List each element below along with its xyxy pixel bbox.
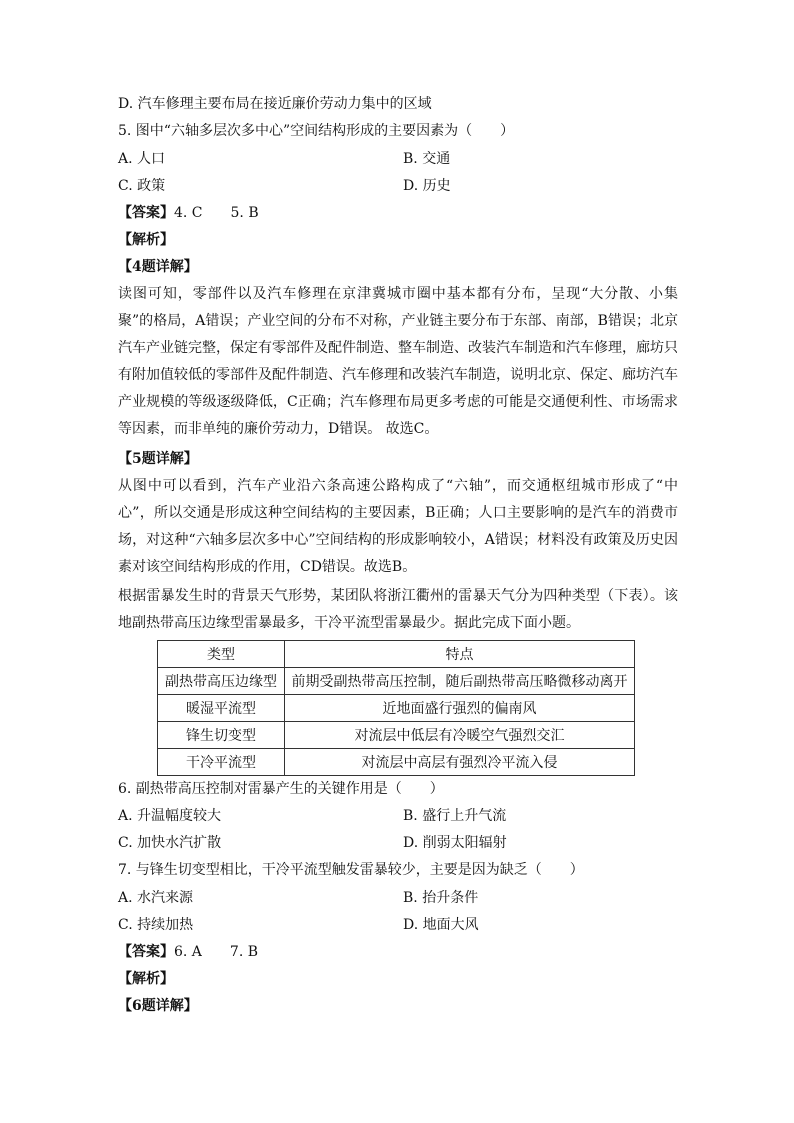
q6-option-a: A. 升温幅度较大 xyxy=(118,808,222,824)
table-header-type: 类型 xyxy=(158,641,285,668)
table-row xyxy=(158,722,635,749)
table-cell: 锋生切变型 xyxy=(158,722,285,749)
table-cell: 对流层中高层有强烈冷平流入侵 xyxy=(285,749,635,776)
answer-tag: 【答案】 xyxy=(118,205,174,221)
q4-detail-label: 【4题详解】 xyxy=(118,259,198,275)
q7-option-a: A. 水汽来源 xyxy=(118,890,194,906)
q5-option-c: C. 政策 xyxy=(118,178,166,194)
q7-stem: 7. 与锋生切变型相比，干冷平流型触发雷暴较少，主要是因为缺乏（ ） xyxy=(118,862,584,878)
table-row xyxy=(158,668,635,695)
q5-option-b: B. 交通 xyxy=(403,151,451,167)
table-cell: 暖湿平流型 xyxy=(158,695,285,722)
table-cell: 干冷平流型 xyxy=(158,749,285,776)
table-header-row xyxy=(158,641,635,668)
q5-option-a: A. 人口 xyxy=(118,151,166,167)
analysis-label: 【解析】 xyxy=(118,232,174,248)
q7-option-d: D. 地面大风 xyxy=(403,917,479,933)
q6-detail-label: 【6题详解】 xyxy=(118,998,198,1014)
q5-detail-label: 【5题详解】 xyxy=(118,451,198,467)
analysis-label: 【解析】 xyxy=(118,971,174,987)
answer-tag: 【答案】 xyxy=(118,944,174,960)
q7-option-c: C. 持续加热 xyxy=(118,917,194,933)
table-header-feature: 特点 xyxy=(285,641,635,668)
q6-option-c: C. 加快水汽扩散 xyxy=(118,835,222,851)
q6-stem: 6. 副热带高压控制对雷暴产生的关键作用是（ ） xyxy=(118,781,444,797)
table-cell: 近地面盛行强烈的偏南风 xyxy=(285,695,635,722)
q4-detail-text: 读图可知，零部件以及汽车修理在京津冀城市圈中基本都有分布，呈现“大分散、小集聚”的格局，A错误；产业空间的分布不对称，产业链主要分布于东部、南部，B错误；北京汽车产业链完整，保定有零部件及配件制造、整车制造、改装汽车制造和汽车修理，廊坊只有附加值较低的零部件及配件制造、汽车修理和改装汽车制造，说明北京、保定、廊坊汽车产业规模的等级逐级降低，C正确；汽车修理布局更多考虑的可能是交通便利性、市场需求等因素，而非单纯的廉价劳动力，D错误。 故选C。 xyxy=(118,286,678,437)
table-row xyxy=(158,749,635,776)
q6-option-d: D. 削弱太阳辐射 xyxy=(403,835,507,851)
table-cell: 前期受副热带高压控制，随后副热带高压略微移动离开 xyxy=(285,668,635,695)
q5-detail-text: 从图中可以看到，汽车产业沿六条高速公路构成了“六轴”，而交通枢纽城市形成了“中心”，所以交通是形成这种空间结构的主要因素，B正确；人口主要影响的是汽车的消费市场，对这种“六轴多层次多中心”空间结构的形成影响较小，A错误；材料没有政策及历史因素对该空间结构形成的作用，CD错误。故选B。 xyxy=(118,478,678,575)
table-cell: 对流层中低层有冷暖空气强烈交汇 xyxy=(285,722,635,749)
answer-text: 4. C 5. B xyxy=(174,205,259,221)
answer-text: 6. A 7. B xyxy=(174,944,259,960)
q5-stem: 5. 图中“六轴多层次多中心”空间结构形成的主要因素为（ ） xyxy=(118,123,515,139)
q4-option-d: D. 汽车修理主要布局在接近廉价劳动力集中的区域 xyxy=(118,96,432,112)
q6-option-b: B. 盛行上升气流 xyxy=(403,808,507,824)
weather-intro-text: 根据雷暴发生时的背景天气形势，某团队将浙江衢州的雷暴天气分为四种类型（下表）。该地副热带高压边缘型雷暴最多，干冷平流型雷暴最少。据此完成下面小题。 xyxy=(118,588,678,631)
q5-option-d: D. 历史 xyxy=(403,178,451,194)
answer-line-2 xyxy=(118,942,258,962)
answer-line-1 xyxy=(118,203,259,223)
q7-option-b: B. 抬升条件 xyxy=(403,890,479,906)
thunderstorm-types-table xyxy=(157,640,635,776)
table-cell: 副热带高压边缘型 xyxy=(158,668,285,695)
table-row xyxy=(158,695,635,722)
